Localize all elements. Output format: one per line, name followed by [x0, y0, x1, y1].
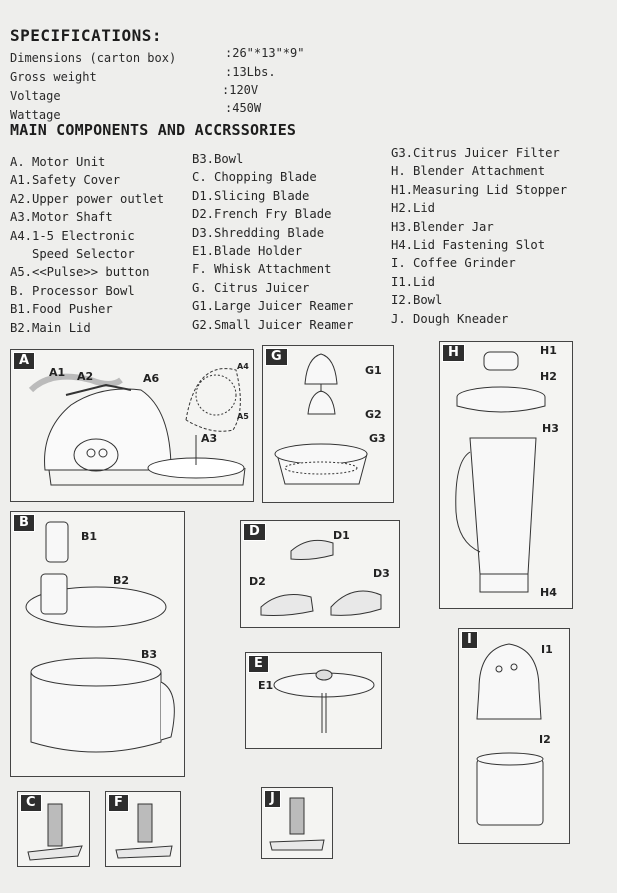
callout-label: G3: [369, 432, 386, 445]
spec-value-wattage: :450W: [225, 101, 262, 115]
diagram-e-blade-holder: [245, 652, 382, 749]
callout-label: D1: [333, 529, 350, 542]
component-item: D2.French Fry Blade: [192, 207, 332, 222]
callout-label: B2: [113, 574, 130, 587]
spec-label-wattage: Wattage: [10, 108, 61, 122]
callout-label: H2: [540, 370, 557, 383]
diagram-tag: I: [461, 631, 478, 649]
spec-label-weight: Gross weight: [10, 70, 97, 84]
diagram-tag: A: [13, 352, 35, 370]
diagram-h-blender: [439, 341, 573, 609]
callout-label: E1: [258, 679, 274, 692]
diagram-a-motor-unit: [10, 349, 254, 502]
callout-label: I2: [539, 733, 551, 746]
component-item: A1.Safety Cover: [10, 173, 121, 188]
diagram-tag: B: [13, 514, 35, 532]
callout-label: A4: [237, 362, 249, 371]
callout-label: H3: [542, 422, 559, 435]
callout-label: B1: [81, 530, 98, 543]
diagram-tag: F: [108, 794, 129, 812]
component-item: D1.Slicing Blade: [192, 188, 310, 203]
component-item: D3.Shredding Blade: [192, 225, 325, 240]
callout-label: H1: [540, 344, 557, 357]
component-item: I1.Lid: [391, 274, 436, 289]
component-item: G. Citrus Juicer: [192, 280, 310, 295]
components-column-2: [192, 150, 353, 334]
diagram-tag: J: [264, 790, 281, 808]
callout-label: D2: [249, 575, 266, 588]
component-item: A2.Upper power outlet: [10, 191, 165, 206]
spec-value-weight: :13Lbs.: [225, 65, 276, 79]
callout-label: A6: [143, 372, 160, 385]
component-item: A. Motor Unit: [10, 155, 106, 169]
processor-bowl-drawing: [11, 512, 186, 778]
components-heading: MAIN COMPONENTS AND ACCRSSORIES: [10, 121, 297, 139]
diagram-tag: H: [442, 344, 465, 362]
diagram-d-blades: [240, 520, 400, 628]
diagram-c-chopping-blade: [17, 791, 90, 867]
callout-label: H4: [540, 586, 557, 599]
spec-value-dimensions: :26"*13"*9": [225, 46, 305, 60]
component-item: G3.Citrus Juicer Filter: [391, 146, 560, 160]
callout-label: A3: [201, 432, 218, 445]
component-item: B3.Bowl: [192, 152, 244, 166]
component-item: B1.Food Pusher: [10, 302, 113, 317]
callout-label: A5: [237, 412, 249, 421]
component-item: H1.Measuring Lid Stopper: [391, 182, 568, 197]
component-item: J. Dough Kneader: [391, 311, 509, 326]
component-item: H4.Lid Fastening Slot: [391, 237, 546, 252]
spec-label-voltage: Voltage: [10, 89, 61, 103]
diagram-tag: C: [20, 794, 42, 812]
coffee-grinder-drawing: [459, 629, 571, 845]
callout-label: B3: [141, 648, 158, 661]
component-item: H. Blender Attachment: [391, 164, 546, 179]
components-column-3: [391, 144, 567, 328]
component-item: E1.Blade Holder: [192, 243, 303, 258]
callout-label: I1: [541, 643, 553, 656]
components-column-1: [10, 153, 164, 337]
diagram-g-citrus-juicer: [262, 345, 394, 503]
specifications-heading: SPECIFICATIONS:: [10, 26, 162, 45]
component-item: B. Processor Bowl: [10, 283, 135, 298]
component-item: I. Coffee Grinder: [391, 256, 516, 271]
diagram-tag: G: [265, 348, 288, 366]
diagram-i-coffee-grinder: [458, 628, 570, 844]
component-item: Speed Selector: [10, 246, 135, 261]
callout-label: G2: [365, 408, 382, 421]
component-item: H2.Lid: [391, 201, 436, 216]
spec-label-dimensions: Dimensions (carton box): [10, 51, 177, 65]
motor-unit-drawing: [11, 350, 255, 503]
diagram-tag: E: [248, 655, 269, 673]
component-item: I2.Bowl: [391, 293, 443, 308]
diagram-b-processor-bowl: [10, 511, 185, 777]
callout-label: A1: [49, 366, 66, 379]
component-item: H3.Blender Jar: [391, 219, 494, 234]
component-item: A3.Motor Shaft: [10, 210, 113, 225]
component-item: C. Chopping Blade: [192, 170, 317, 185]
diagram-tag: D: [243, 523, 266, 541]
component-item: B2.Main Lid: [10, 320, 91, 335]
diagram-f-whisk: [105, 791, 181, 867]
callout-label: A2: [77, 370, 94, 383]
component-item: A4.1-5 Electronic: [10, 228, 135, 243]
component-item: F. Whisk Attachment: [192, 262, 332, 277]
component-item: G2.Small Juicer Reamer: [192, 317, 354, 332]
callout-label: G1: [365, 364, 382, 377]
spec-value-voltage: :120V: [222, 83, 259, 97]
component-item: G1.Large Juicer Reamer: [192, 299, 354, 314]
component-item: A5.<<Pulse>> button: [10, 265, 150, 280]
callout-label: D3: [373, 567, 390, 580]
diagram-j-dough-kneader: [261, 787, 333, 859]
